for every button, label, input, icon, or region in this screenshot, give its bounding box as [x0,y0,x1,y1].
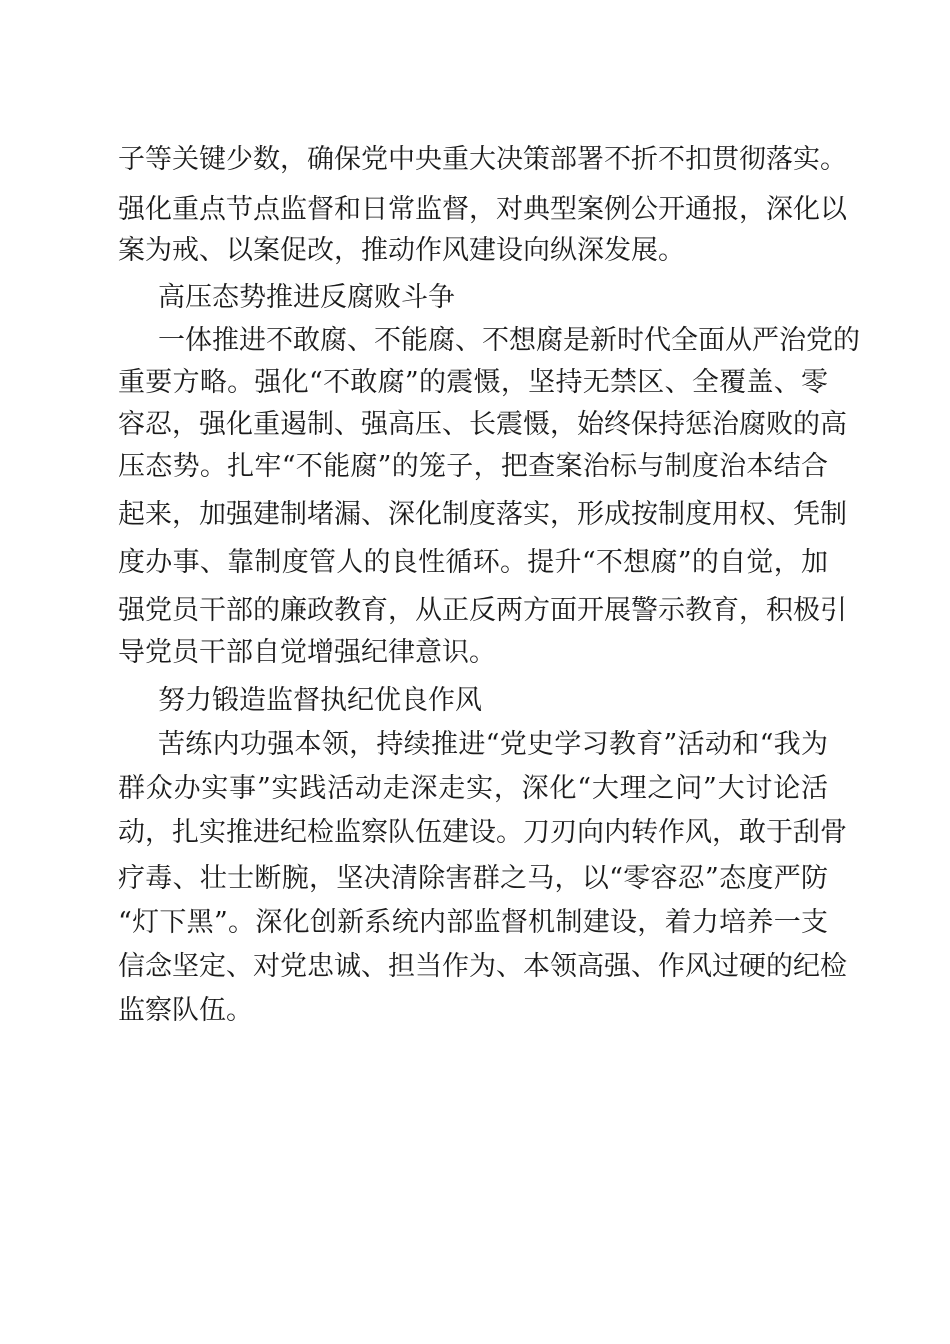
paragraph-line: 苦练内功强本领，持续推进“党史学习教育”活动和“我为 [158,729,828,760]
paragraph-line: 信念坚定、对党忠诚、担当作为、本领高强、作风过硬的纪检 [118,951,847,982]
paragraph-line: “灯下黑”。深化创新系统内部监督机制建设，着力培养一支 [118,907,828,938]
paragraph-line: 度办事、靠制度管人的良性循环。提升“不想腐”的自觉，加 [118,547,828,578]
paragraph-line: 子等关键少数，确保党中央重大决策部署不折不扣贯彻落实。 [118,144,847,175]
paragraph-line: 压态势。扎牢“不能腐”的笼子，把查案治标与制度治本结合 [118,451,828,482]
paragraph-line: 强党员干部的廉政教育，从正反两方面开展警示教育，积极引 [118,595,847,626]
paragraph-line: 动，扎实推进纪检监察队伍建设。刀刃向内转作风，敢于刮骨 [118,817,847,848]
paragraph-line: 疗毒、壮士断腕，坚决清除害群之马，以“零容忍”态度严防 [118,863,828,894]
paragraph-line: 起来，加强建制堵漏、深化制度落实，形成按制度用权、凭制 [118,499,847,530]
paragraph-line: 群众办实事”实践活动走深走实，深化“大理之问”大讨论活 [118,773,828,804]
paragraph-line: 容忍，强化重遏制、强高压、长震慑，始终保持惩治腐败的高 [118,409,847,440]
paragraph-line: 监察队伍。 [118,995,253,1026]
paragraph-line: 强化重点节点监督和日常监督，对典型案例公开通报，深化以 [118,194,847,225]
paragraph-line: 一体推进不敢腐、不能腐、不想腐是新时代全面从严治党的 [158,325,860,356]
paragraph-line: 重要方略。强化“不敢腐”的震慑，坚持无禁区、全覆盖、零 [118,367,828,398]
paragraph-line: 导党员干部自觉增强纪律意识。 [118,637,496,668]
section-heading: 高压态势推进反腐败斗争 [158,282,455,313]
section-heading: 努力锻造监督执纪优良作风 [158,685,482,716]
paragraph-line: 案为戒、以案促改，推动作风建设向纵深发展。 [118,235,685,266]
